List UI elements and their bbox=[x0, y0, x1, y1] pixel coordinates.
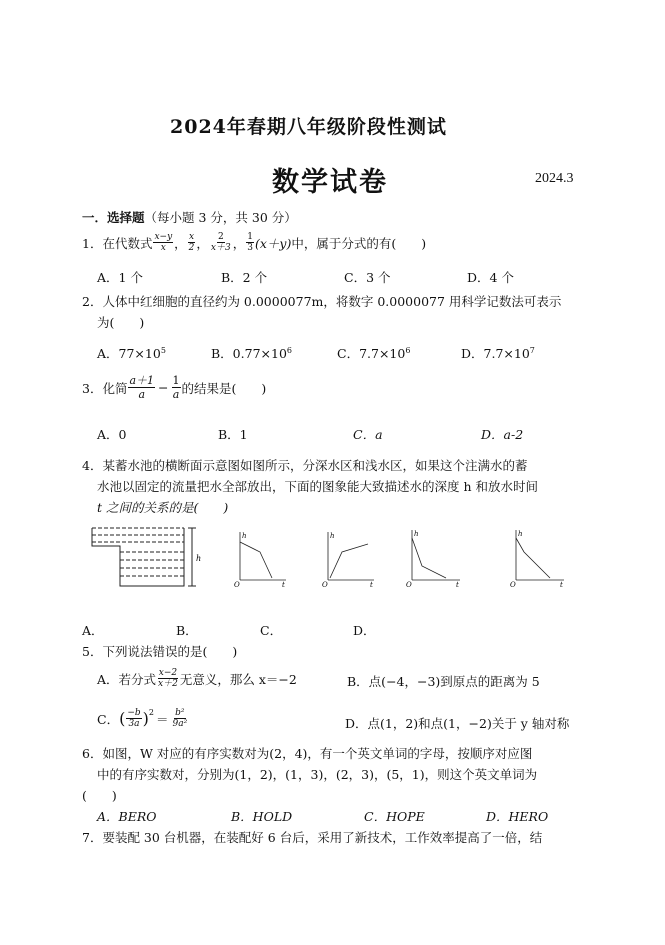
svg-text:t: t bbox=[560, 581, 563, 588]
svg-text:t: t bbox=[370, 581, 373, 588]
question-3-stem: 3．化简 $\frac{a+1}{a}$ − $\frac{1}{a}$ 的结果是( ) bbox=[82, 374, 267, 401]
q4-option-c: C． bbox=[260, 623, 283, 638]
q2-line-2: 为( ) bbox=[97, 315, 145, 330]
q7-line-1: 7．要装配 30 台机器，在装配好 6 台后，采用了新技术，工作效率提高了一倍，结 bbox=[82, 830, 543, 845]
q6-line-3: ( ) bbox=[82, 788, 117, 803]
q5-option-c: C． ( $\frac{-b}{3a}$ ) $^2$ ＝ $\frac{\text{b²}}{\text{9a²}}$ bbox=[97, 708, 188, 729]
q2-line-1: 2．人体中红细胞的直径约为 0.0000077m，将数字 0.0000077 用科学记数法可表示 bbox=[82, 294, 562, 309]
question-1-stem: 1．在代数式 $\frac{x-y}{x}$ ， $\frac{x}{2}$ ， $\frac{2}{x+3}$ ， $\frac{1}{3}$ (x＋y) 中，属于分式的有( ) bbox=[82, 232, 427, 253]
q3-tail: 的结果是( ) bbox=[181, 380, 267, 396]
q1-fraction-1: $\frac{x-y}{x}$ bbox=[154, 232, 173, 253]
q4-option-d: D． bbox=[353, 623, 376, 638]
subject-title: 数学试卷 bbox=[272, 167, 388, 198]
q1-fraction-3: $\frac{2}{x+3}$ bbox=[210, 232, 231, 253]
q6-option-b: B．HOLD bbox=[231, 809, 293, 824]
q2-option-d: D．$7.7\times 10^7$ bbox=[461, 345, 535, 361]
q5-option-d: D．点(1，2)和点(1，−2)关于 y 轴对称 bbox=[345, 716, 570, 731]
q2-option-c: C．$7.7\times 10^6$ bbox=[337, 345, 411, 361]
exam-date: 2024.3 bbox=[535, 171, 574, 186]
q5-option-b: B．点(−4，−3)到原点的距离为 5 bbox=[347, 674, 540, 689]
q4-option-a: A． bbox=[82, 623, 104, 638]
svg-text:O: O bbox=[406, 581, 412, 588]
graph-b bbox=[320, 528, 380, 588]
q2-option-b: B．$0.77\times 10^6$ bbox=[211, 345, 292, 361]
q4-option-b: B． bbox=[176, 623, 198, 638]
graph-a bbox=[232, 528, 292, 588]
q6-option-d: D．HERO bbox=[486, 809, 549, 824]
q3-option-a: A．0 bbox=[97, 427, 127, 442]
q1-option-a: A．1 个 bbox=[97, 270, 143, 285]
svg-text:t: t bbox=[456, 581, 459, 588]
q2-option-a: A．$77\times 10^5$ bbox=[97, 345, 166, 361]
reservoir-cross-section-diagram bbox=[88, 524, 212, 590]
q4-line-2: 水池以固定的流量把水全部放出，下面的图象能大致描述水的深度 h 和放水时间 bbox=[97, 479, 538, 494]
q1-lead: 1．在代数式 bbox=[82, 235, 153, 251]
exam-title: 2024年春期八年级阶段性测试 bbox=[170, 116, 447, 138]
q1-fraction-2: $\frac{x}{2}$ bbox=[188, 232, 195, 253]
q1-option-b: B．2 个 bbox=[221, 270, 268, 285]
svg-text:h: h bbox=[414, 530, 419, 538]
graph-c-curve bbox=[412, 538, 446, 578]
q3-lead: 3．化简 bbox=[82, 380, 128, 396]
q3-fraction-2: $\frac{1}{a}$ bbox=[172, 374, 180, 401]
q5-option-a: A．若分式 $\frac{x-2}{x+2}$ 无意义，那么 x＝−2 bbox=[97, 668, 297, 689]
graph-a-origin: O bbox=[234, 581, 240, 588]
q5-option-a-fraction: $\frac{x-2}{x+2}$ bbox=[158, 668, 178, 689]
graph-c bbox=[404, 526, 464, 588]
q3-fraction-1: $\frac{a+1}{a}$ bbox=[129, 374, 155, 401]
svg-text:O: O bbox=[322, 581, 328, 588]
q6-option-a: A．BERO bbox=[97, 809, 157, 824]
q6-option-c: C．HOPE bbox=[364, 809, 425, 824]
q3-option-b: B．1 bbox=[218, 427, 248, 442]
q3-option-d: D．a-2 bbox=[481, 427, 524, 442]
svg-text:h: h bbox=[518, 530, 523, 538]
graph-d bbox=[508, 526, 568, 588]
section-heading bbox=[82, 208, 297, 226]
diagram-h-label: h bbox=[196, 554, 202, 563]
section-title: 一．选择题 bbox=[82, 210, 145, 225]
graph-a-h-label: h bbox=[242, 532, 247, 540]
q1-fraction-4: $\frac{1}{3}$ bbox=[247, 232, 253, 253]
q6-line-2: 中的有序实数对，分别为(1，2)，(1，3)，(2，3)，(5，1)，则这个英文单词为 bbox=[97, 767, 538, 782]
graph-d-curve bbox=[516, 538, 550, 578]
q1-tail: 中，属于分式的有( ) bbox=[291, 235, 427, 251]
graph-a-t-label: t bbox=[282, 581, 285, 588]
q3-option-c: C．a bbox=[353, 427, 383, 442]
section-note: （每小题 3 分，共 30 分） bbox=[144, 210, 297, 225]
q1-option-c: C．3 个 bbox=[344, 270, 391, 285]
q6-line-1: 6．如图，W 对应的有序实数对为(2，4)，有一个英文单词的字母，按顺序对应图 bbox=[82, 746, 533, 761]
graph-b-curve bbox=[330, 544, 368, 578]
q1-option-d: D．4 个 bbox=[467, 270, 514, 285]
q4-line-3: t 之间的关系的是( ) bbox=[97, 500, 229, 515]
graph-a-curve bbox=[240, 542, 272, 578]
svg-text:O: O bbox=[510, 581, 516, 588]
q5-stem: 5．下列说法错误的是( ) bbox=[82, 644, 238, 659]
svg-text:h: h bbox=[330, 532, 335, 540]
q4-line-1: 4．某蓄水池的横断面示意图如图所示，分深水区和浅水区，如果这个注满水的蓄 bbox=[82, 458, 528, 473]
q1-expr-tail: (x＋y) bbox=[254, 235, 292, 251]
